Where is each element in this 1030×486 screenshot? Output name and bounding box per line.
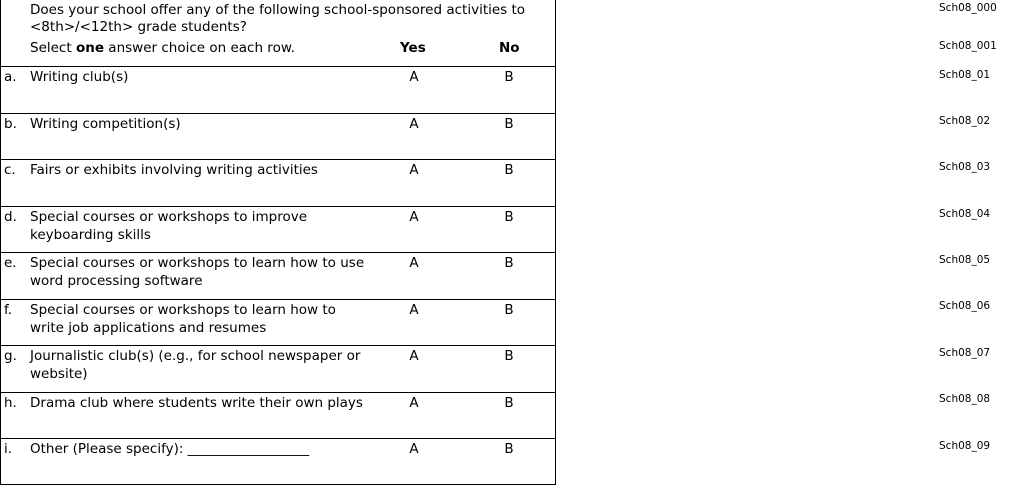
- row-label: Special courses or workshops to learn how to write job applications and resumes: [30, 301, 336, 336]
- option-yes[interactable]: A: [409, 301, 419, 318]
- row-label: Writing club(s): [30, 69, 129, 85]
- row-label: Other (Please specify): __________________: [30, 441, 310, 457]
- variable-id: Sch08_08: [939, 393, 991, 405]
- option-yes[interactable]: A: [409, 255, 419, 271]
- answer-row: [1, 439, 555, 486]
- row-label: Fairs or exhibits involving writing activities: [30, 162, 318, 178]
- row-letter: d.: [4, 208, 17, 225]
- instruction-emphasis: one: [75, 40, 104, 56]
- instruction-text: [30, 40, 295, 57]
- option-no[interactable]: B: [504, 208, 514, 225]
- row-label: Drama club where students write their own plays: [30, 394, 363, 411]
- column-header-yes: Yes: [400, 40, 426, 56]
- row-letter: a.: [4, 69, 17, 85]
- variable-id: Sch08_06: [939, 300, 991, 312]
- option-no[interactable]: B: [504, 255, 514, 271]
- option-no[interactable]: B: [504, 115, 514, 132]
- row-letter: f.: [4, 301, 13, 318]
- instruction-prefix: Select: [30, 40, 72, 56]
- row-letter: h.: [4, 394, 17, 411]
- row-letter: b.: [4, 115, 17, 132]
- row-label: Special courses or workshops to learn how to use word processing software: [30, 255, 365, 289]
- variable-id: Sch08_05: [939, 254, 991, 266]
- variable-id: Sch08_04: [939, 208, 991, 220]
- variable-id: Sch08_02: [939, 115, 991, 127]
- row-letter: c.: [4, 162, 16, 178]
- row-letter: i.: [4, 441, 13, 457]
- answer-row: [1, 300, 555, 347]
- variable-id: Sch08_03: [939, 161, 991, 173]
- answer-row: [1, 160, 555, 207]
- option-yes[interactable]: A: [409, 69, 419, 85]
- variable-id-column: [939, 0, 1029, 485]
- answer-row: [1, 346, 555, 393]
- variable-id: Sch08_01: [939, 69, 991, 81]
- option-yes[interactable]: A: [409, 394, 419, 411]
- option-no[interactable]: B: [504, 69, 514, 85]
- option-no[interactable]: B: [504, 441, 514, 457]
- answer-row: [1, 393, 555, 440]
- variable-id: Sch08_000: [939, 2, 997, 14]
- question-text: Does your school offer any of the following school-sponsored activities to <8th>/<12th> grade students?: [30, 2, 526, 35]
- answer-row: [1, 114, 555, 161]
- variable-id: Sch08_001: [939, 40, 997, 52]
- option-yes[interactable]: A: [409, 115, 419, 132]
- row-label: Writing competition(s): [30, 115, 181, 132]
- question-header: [1, 0, 555, 67]
- answer-row: [1, 207, 555, 254]
- row-label: Special courses or workshops to improve keyboarding skills: [30, 208, 308, 243]
- row-letter: g.: [4, 348, 17, 364]
- row-label: Journalistic club(s) (e.g., for school newspaper or website): [30, 348, 361, 382]
- option-yes[interactable]: A: [409, 208, 419, 225]
- answer-row: [1, 253, 555, 300]
- instruction-suffix: answer choice on each row.: [108, 40, 295, 56]
- option-no[interactable]: B: [504, 301, 514, 318]
- option-no[interactable]: B: [504, 394, 514, 411]
- row-letter: e.: [4, 255, 17, 271]
- option-yes[interactable]: A: [409, 348, 419, 364]
- column-header-no: No: [499, 40, 520, 56]
- option-yes[interactable]: A: [409, 162, 419, 178]
- option-yes[interactable]: A: [409, 441, 419, 457]
- option-no[interactable]: B: [504, 348, 514, 364]
- option-no[interactable]: B: [504, 162, 514, 178]
- variable-id: Sch08_07: [939, 347, 991, 359]
- variable-id: Sch08_09: [939, 440, 991, 452]
- answer-row: [1, 67, 555, 114]
